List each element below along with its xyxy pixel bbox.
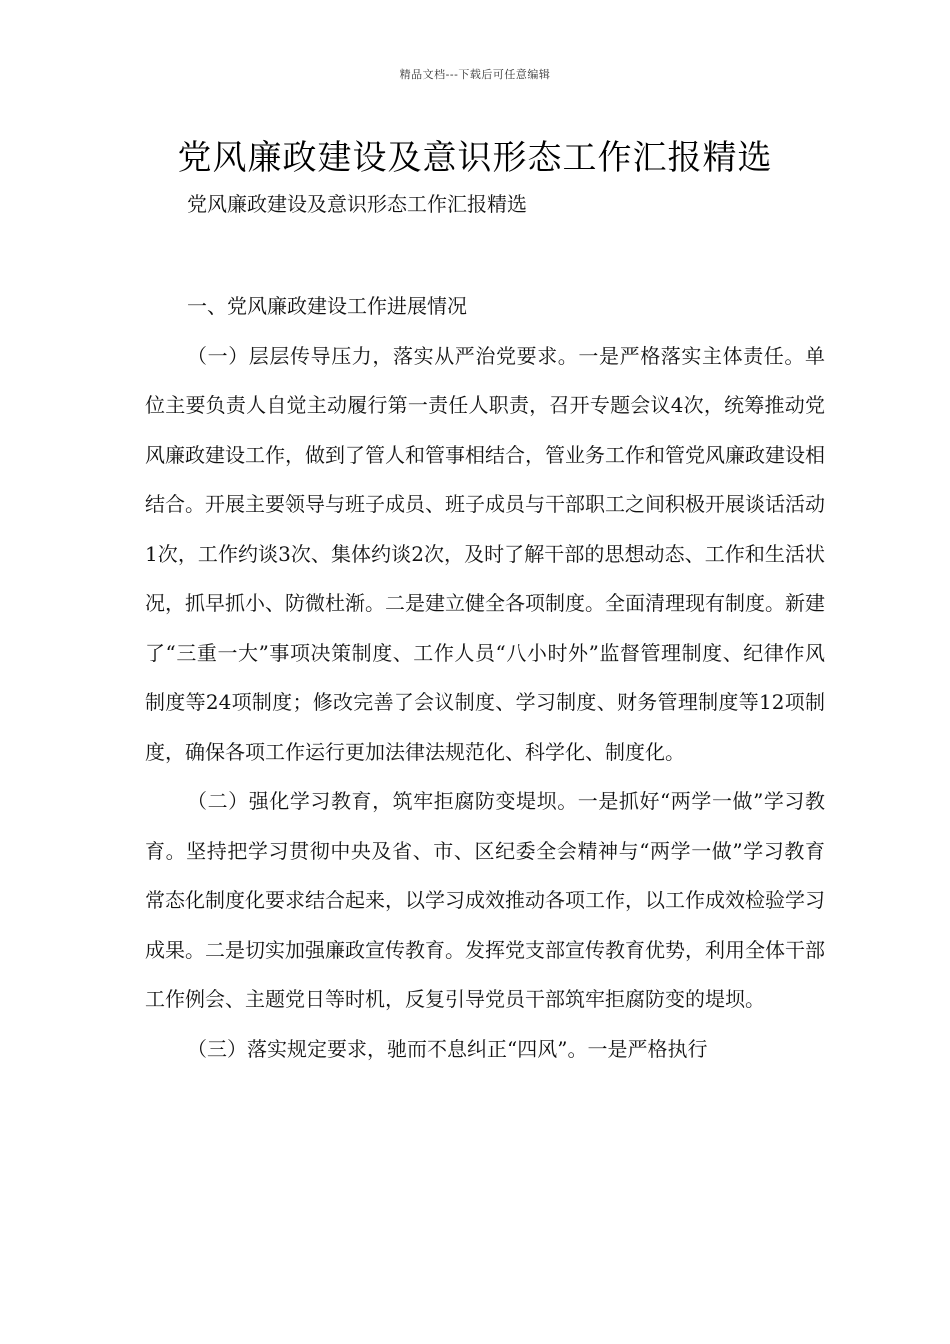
document-subtitle: 党风廉政建设及意识形态工作汇报精选 bbox=[187, 192, 527, 216]
paragraph: （三）落实规定要求，驰而不息纠正“四风”。一是严格执行 bbox=[187, 1036, 708, 1061]
paragraph: （二）强化学习教育，筑牢拒腐防变堤坝。一是抓好“两学一做”学习教育。坚持把学习贯彻中央及省、市、区纪委全会精神与“两学一做”学习教育常态化制度化要求结合起来，以学习成效推动各项工作，以工作成效检验学习成果。二是切实加强廉政宣传教育。发挥党支部宣传教育优势，利用全体干部工作例会、主题党日等时机，反复引导党员干部筑牢拒腐防变的堤坝。 bbox=[145, 789, 825, 1011]
document-body bbox=[145, 282, 825, 1074]
document-title: 党风廉政建设及意识形态工作汇报精选 bbox=[177, 138, 773, 178]
section-heading: 一、党风廉政建设工作进展情况 bbox=[187, 294, 467, 318]
header-note: 精品文档---下载后可任意编辑 bbox=[399, 68, 551, 81]
paragraph: （一）层层传导压力，落实从严治党要求。一是严格落实主体责任。单位主要负责人自觉主动履行第一责任人职责，召开专题会议4次，统筹推动党风廉政建设工作，做到了管人和管事相结合，管业务工作和管党风廉政建设相结合。开展主要领导与班子成员、班子成员与干部职工之间积极开展谈话活动1次，工作约谈3次、集体约谈2次，及时了解干部的思想动态、工作和生活状况，抓早抓小、防微杜渐。二是建立健全各项制度。全面清理现有制度。新建了“三重一大”事项决策制度、工作人员“八小时外”监督管理制度、纪律作风制度等24项制度；修改完善了会议制度、学习制度、财务管理制度等12项制度，确保各项工作运行更加法律法规范化、科学化、制度化。 bbox=[145, 343, 825, 764]
